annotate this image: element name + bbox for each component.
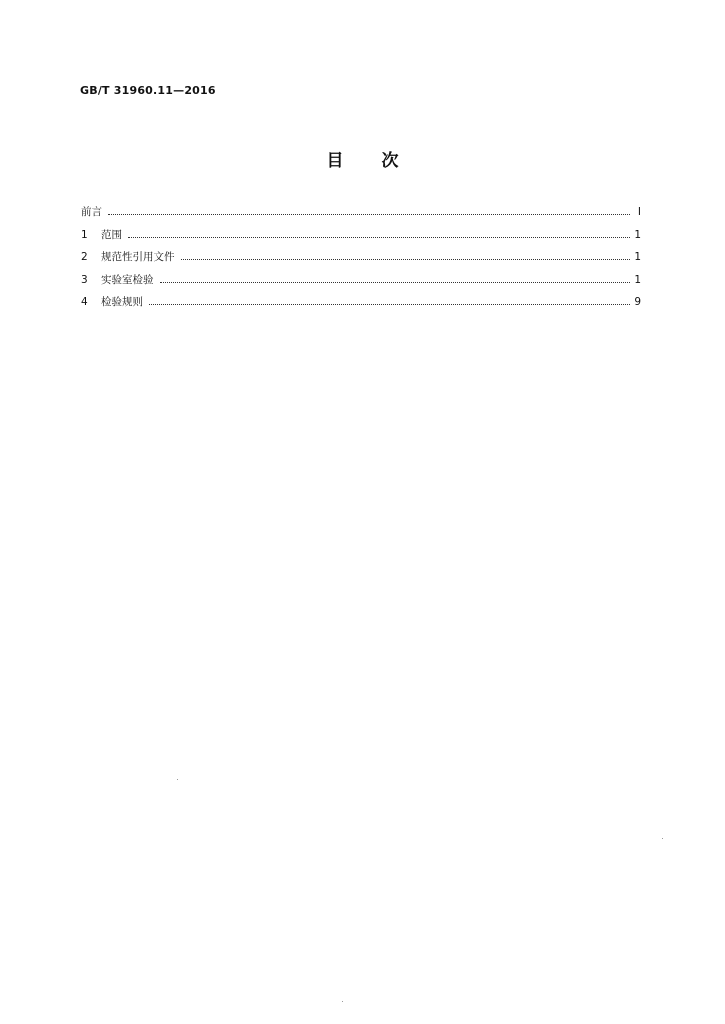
toc-title-char-1: 目 bbox=[326, 151, 344, 171]
table-of-contents bbox=[81, 204, 641, 317]
toc-leader-dots bbox=[149, 303, 630, 305]
scan-speck bbox=[177, 779, 178, 780]
toc-entry-laboratory-inspection[interactable] bbox=[81, 272, 641, 295]
toc-entry-title: 规范性引用文件 bbox=[101, 251, 175, 263]
toc-entry-page: 1 bbox=[634, 228, 641, 241]
toc-title bbox=[0, 146, 725, 171]
toc-entry-number: 1 bbox=[81, 228, 88, 241]
toc-entry-page: 9 bbox=[634, 296, 641, 308]
toc-entry-page: Ⅰ bbox=[637, 206, 641, 218]
toc-leader-dots bbox=[181, 258, 631, 260]
toc-entry-foreword[interactable] bbox=[81, 204, 641, 227]
toc-leader-dots bbox=[108, 213, 630, 215]
toc-entry-number: 4 bbox=[81, 296, 88, 308]
toc-entry-title: 实验室检验 bbox=[101, 273, 154, 286]
toc-entry-normative-references[interactable] bbox=[81, 249, 641, 272]
toc-title-char-2: 次 bbox=[381, 151, 399, 171]
standard-code: GB/T 31960.11—2016 bbox=[80, 84, 216, 97]
scan-speck bbox=[662, 838, 663, 839]
toc-entry-page: 1 bbox=[634, 251, 641, 263]
toc-entry-number: 2 bbox=[81, 251, 88, 263]
toc-leader-dots bbox=[128, 236, 630, 238]
scan-speck bbox=[342, 1001, 343, 1002]
toc-entry-page: 1 bbox=[634, 273, 641, 286]
toc-entry-title: 检验规则 bbox=[101, 296, 143, 308]
toc-entry-title: 前言 bbox=[81, 206, 102, 218]
toc-entry-inspection-rules[interactable] bbox=[81, 294, 641, 317]
toc-entry-number: 3 bbox=[81, 273, 88, 286]
toc-leader-dots bbox=[160, 281, 631, 283]
toc-entry-scope[interactable] bbox=[81, 227, 641, 250]
toc-entry-title: 范围 bbox=[101, 228, 122, 241]
